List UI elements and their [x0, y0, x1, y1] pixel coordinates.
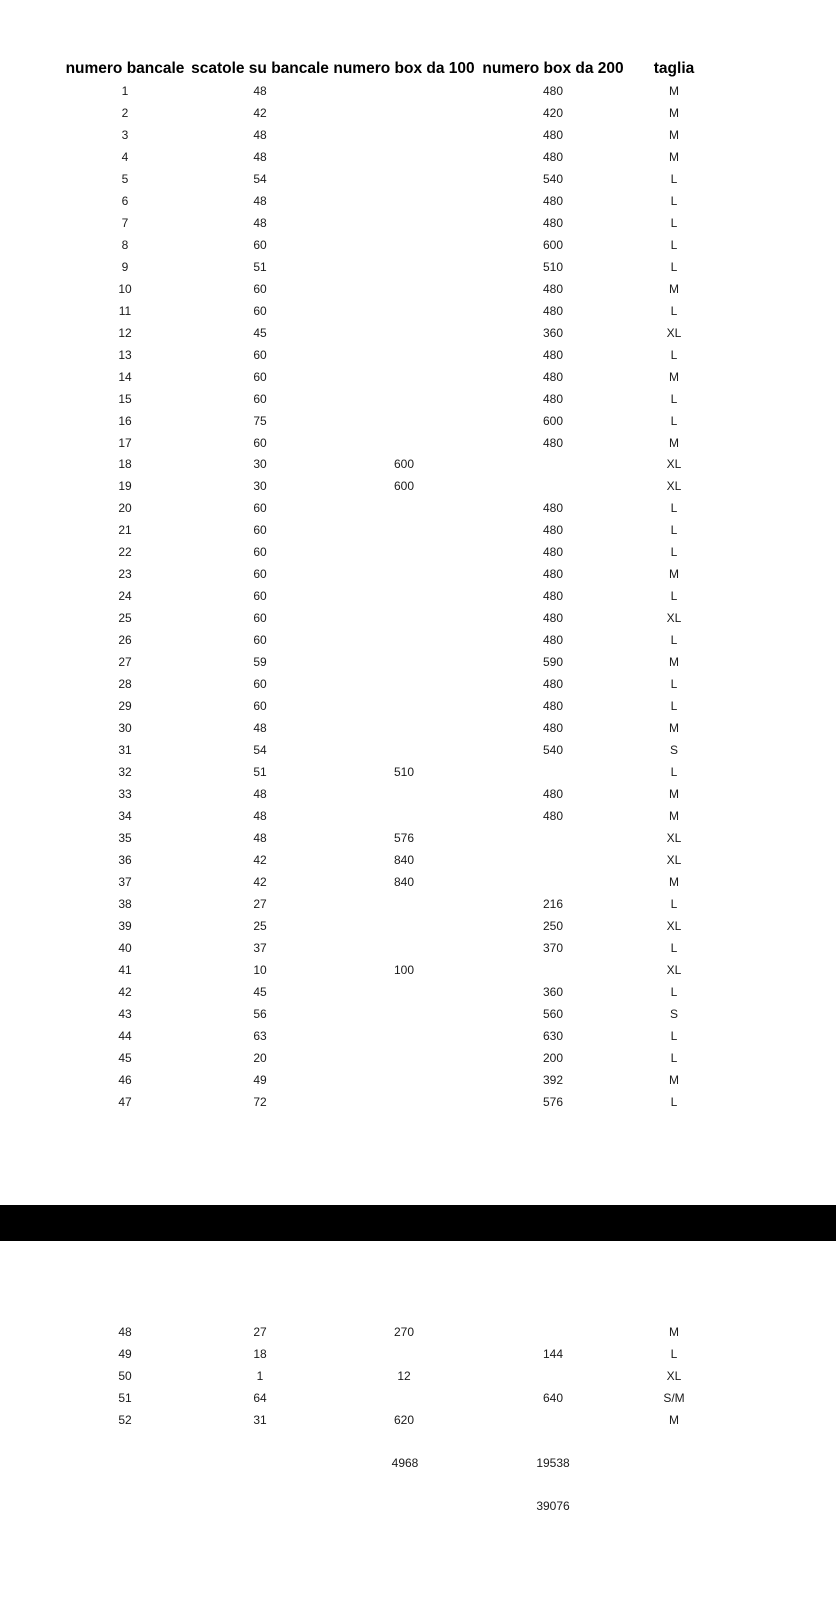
cell-taglia: L: [670, 413, 678, 428]
cell-taglia: M: [669, 84, 679, 98]
cell-numero-bancale: 41: [118, 962, 132, 977]
cell-numero-bancale: 36: [118, 852, 132, 867]
cell-taglia: L: [670, 589, 678, 604]
cell-scatole: 48: [253, 193, 267, 208]
cell-numero-bancale: 27: [118, 655, 132, 670]
cell-taglia: L: [670, 545, 678, 560]
cell-scatole: 1: [256, 1369, 264, 1383]
table-row: [0, 541, 836, 563]
table-row: [0, 102, 836, 124]
cell-taglia: M: [669, 105, 679, 120]
cell-numero-bancale: 10: [118, 281, 132, 296]
cell-taglia: S: [669, 1006, 679, 1021]
cell-scatole: 60: [253, 369, 267, 384]
cell-taglia: L: [670, 984, 678, 999]
cell-box-200: 576: [542, 1094, 564, 1109]
cell-taglia: L: [670, 1094, 678, 1109]
cell-box-200: 216: [542, 896, 564, 911]
cell-numero-bancale: 16: [118, 413, 132, 428]
cell-box-100: 100: [393, 962, 415, 977]
cell-taglia: M: [669, 567, 679, 582]
cell-box-200: 480: [542, 721, 564, 736]
cell-numero-bancale: 2: [121, 105, 129, 120]
cell-numero-bancale: 14: [118, 369, 132, 384]
cell-box-200: 480: [542, 633, 564, 648]
cell-scatole: 60: [253, 523, 267, 538]
cell-taglia: L: [670, 347, 678, 362]
cell-scatole: 31: [253, 1413, 267, 1427]
table-row: [0, 717, 836, 739]
cell-taglia: L: [670, 501, 678, 516]
table-row: [0, 1321, 836, 1343]
cell-scatole: 60: [253, 611, 267, 626]
header-scatole-su-bancale: scatole su bancale: [191, 60, 329, 77]
cell-numero-bancale: 18: [118, 457, 132, 472]
table-row: [0, 1069, 836, 1091]
cell-scatole: 48: [253, 84, 267, 98]
cell-box-200: 480: [542, 501, 564, 516]
cell-scatole: 42: [253, 852, 267, 867]
cell-numero-bancale: 30: [118, 721, 132, 736]
cell-taglia: M: [669, 787, 679, 802]
cell-numero-bancale: 17: [118, 435, 132, 450]
cell-taglia: S: [669, 743, 679, 758]
cell-numero-bancale: 22: [118, 545, 132, 560]
cell-scatole: 48: [253, 787, 267, 802]
cell-taglia: M: [669, 655, 679, 670]
table-header: [0, 58, 836, 80]
cell-box-200: 600: [542, 237, 564, 252]
cell-taglia: L: [670, 237, 678, 252]
table-row: [0, 497, 836, 519]
cell-scatole: 75: [253, 413, 267, 428]
cell-scatole: 60: [253, 677, 267, 692]
total-box-200: 19538: [536, 1456, 570, 1470]
cell-taglia: L: [670, 193, 678, 208]
cell-scatole: 60: [253, 633, 267, 648]
cell-box-200: 480: [542, 545, 564, 560]
cell-taglia: M: [669, 1325, 679, 1339]
cell-box-200: 510: [542, 259, 564, 274]
cell-numero-bancale: 24: [118, 589, 132, 604]
cell-box-200: 480: [542, 611, 564, 626]
cell-taglia: L: [670, 1028, 678, 1043]
cell-taglia: M: [669, 281, 679, 296]
cell-box-200: 480: [542, 699, 564, 714]
cell-numero-bancale: 50: [118, 1369, 132, 1383]
cell-scatole: 42: [253, 874, 267, 889]
cell-taglia: M: [669, 874, 679, 889]
cell-taglia: L: [670, 633, 678, 648]
cell-numero-bancale: 28: [118, 677, 132, 692]
cell-taglia: M: [669, 369, 679, 384]
cell-box-200: 144: [542, 1347, 564, 1361]
table-row: [0, 519, 836, 541]
redaction-band: [0, 1205, 836, 1241]
cell-numero-bancale: 43: [118, 1006, 132, 1021]
table-row: [0, 651, 836, 673]
cell-scatole: 60: [253, 501, 267, 516]
cell-box-200: 630: [542, 1028, 564, 1043]
cell-numero-bancale: 48: [118, 1325, 132, 1339]
cell-taglia: XL: [666, 1369, 682, 1383]
cell-numero-bancale: 47: [118, 1094, 132, 1109]
header-taglia: taglia: [653, 60, 695, 77]
cell-numero-bancale: 32: [118, 765, 132, 780]
cell-numero-bancale: 23: [118, 567, 132, 582]
cell-numero-bancale: 51: [118, 1391, 132, 1405]
cell-box-100: 840: [393, 874, 415, 889]
cell-scatole: 54: [253, 171, 267, 186]
cell-box-200: 480: [542, 127, 564, 142]
cell-numero-bancale: 12: [118, 325, 132, 340]
cell-taglia: L: [670, 896, 678, 911]
cell-scatole: 48: [253, 149, 267, 164]
cell-box-100: 510: [393, 765, 415, 780]
cell-scatole: 72: [253, 1094, 267, 1109]
cell-scatole: 63: [253, 1028, 267, 1043]
cell-numero-bancale: 3: [121, 127, 129, 142]
cell-numero-bancale: 4: [121, 149, 129, 164]
cell-scatole: 37: [253, 940, 267, 955]
table-row: [0, 453, 836, 475]
cell-box-200: 480: [542, 193, 564, 208]
cell-scatole: 30: [253, 457, 267, 472]
cell-numero-bancale: 44: [118, 1028, 132, 1043]
cell-numero-bancale: 40: [118, 940, 132, 955]
cell-taglia: L: [670, 1347, 678, 1361]
table-row: [0, 212, 836, 234]
cell-scatole: 49: [253, 1072, 267, 1087]
cell-numero-bancale: 5: [121, 171, 129, 186]
cell-scatole: 60: [253, 699, 267, 714]
cell-taglia: S/M: [663, 1391, 685, 1405]
cell-taglia: XL: [666, 457, 682, 472]
cell-numero-bancale: 39: [118, 918, 132, 933]
cell-taglia: XL: [666, 962, 682, 977]
cell-numero-bancale: 7: [121, 215, 129, 230]
table-row: [0, 1409, 836, 1431]
cell-scatole: 60: [253, 347, 267, 362]
table-row: [0, 871, 836, 893]
table-row: [0, 761, 836, 783]
cell-taglia: L: [670, 171, 678, 186]
cell-scatole: 60: [253, 567, 267, 582]
cell-numero-bancale: 49: [118, 1347, 132, 1361]
cell-numero-bancale: 26: [118, 633, 132, 648]
cell-taglia: XL: [666, 852, 682, 867]
table-row: [0, 827, 836, 849]
cell-box-200: 540: [542, 171, 564, 186]
cell-taglia: XL: [666, 611, 682, 626]
table-row: [0, 410, 836, 432]
cell-numero-bancale: 35: [118, 830, 132, 845]
cell-numero-bancale: 19: [118, 479, 132, 494]
cell-box-200: 480: [542, 303, 564, 318]
table-row: [0, 234, 836, 256]
cell-scatole: 60: [253, 237, 267, 252]
cell-taglia: XL: [666, 479, 682, 494]
cell-scatole: 42: [253, 105, 267, 120]
cell-scatole: 51: [253, 259, 267, 274]
header-numero-box-200: numero box da 200: [482, 60, 624, 77]
table-row: [0, 849, 836, 871]
cell-taglia: L: [670, 1050, 678, 1065]
cell-taglia: XL: [666, 918, 682, 933]
cell-numero-bancale: 38: [118, 896, 132, 911]
cell-taglia: L: [670, 391, 678, 406]
cell-scatole: 48: [253, 215, 267, 230]
cell-taglia: M: [669, 1072, 679, 1087]
cell-box-200: 480: [542, 215, 564, 230]
cell-scatole: 51: [253, 765, 267, 780]
table-row: [0, 146, 836, 168]
cell-scatole: 60: [253, 303, 267, 318]
table-row: [0, 937, 836, 959]
table-row: [0, 805, 836, 827]
table-row: [0, 190, 836, 212]
cell-numero-bancale: 33: [118, 787, 132, 802]
table-row: [0, 607, 836, 629]
cell-box-200: 480: [542, 567, 564, 582]
cell-scatole: 48: [253, 830, 267, 845]
cell-taglia: L: [670, 523, 678, 538]
cell-numero-bancale: 15: [118, 391, 132, 406]
cell-taglia: M: [669, 1413, 679, 1427]
cell-box-200: 480: [542, 347, 564, 362]
cell-taglia: L: [670, 699, 678, 714]
table-row: [0, 695, 836, 717]
cell-box-100: 270: [393, 1325, 415, 1339]
cell-taglia: M: [669, 721, 679, 736]
table-row: [0, 366, 836, 388]
table-row: [0, 1091, 836, 1113]
cell-numero-bancale: 42: [118, 984, 132, 999]
cell-box-200: 480: [542, 435, 564, 450]
cell-box-200: 540: [542, 743, 564, 758]
cell-taglia: L: [670, 765, 678, 780]
table-row: [0, 629, 836, 651]
cell-numero-bancale: 11: [118, 303, 132, 318]
table-row: [0, 1047, 836, 1069]
table-row: [0, 783, 836, 805]
cell-scatole: 48: [253, 127, 267, 142]
table-row: [0, 915, 836, 937]
cell-taglia: L: [670, 259, 678, 274]
cell-box-200: 360: [542, 325, 564, 340]
cell-box-200: 250: [542, 918, 564, 933]
cell-box-100: 620: [393, 1413, 415, 1427]
cell-scatole: 64: [253, 1391, 267, 1405]
cell-box-100: 600: [393, 457, 415, 472]
cell-numero-bancale: 13: [118, 347, 132, 362]
cell-box-200: 600: [542, 413, 564, 428]
table-row: [0, 80, 836, 102]
cell-box-200: 420: [542, 105, 564, 120]
table-row: [0, 739, 836, 761]
cell-numero-bancale: 34: [118, 809, 132, 823]
cell-box-100: 12: [397, 1369, 411, 1383]
cell-scatole: 60: [253, 391, 267, 406]
cell-box-200: 480: [542, 281, 564, 296]
table-row: [0, 673, 836, 695]
cell-box-200: 200: [542, 1050, 564, 1065]
cell-taglia: XL: [666, 830, 682, 845]
cell-scatole: 45: [253, 325, 267, 340]
cell-taglia: L: [670, 677, 678, 692]
table-row: [0, 1343, 836, 1365]
cell-box-200: 560: [542, 1006, 564, 1021]
cell-taglia: M: [669, 149, 679, 164]
cell-numero-bancale: 31: [118, 743, 132, 758]
cell-box-200: 480: [542, 787, 564, 802]
cell-scatole: 30: [253, 479, 267, 494]
cell-box-200: 392: [542, 1072, 564, 1087]
cell-scatole: 60: [253, 435, 267, 450]
cell-numero-bancale: 6: [121, 193, 129, 208]
table-row: [0, 256, 836, 278]
table-row: [0, 168, 836, 190]
table-row: [0, 981, 836, 1003]
cell-numero-bancale: 8: [121, 237, 129, 252]
cell-taglia: M: [669, 809, 679, 823]
table-row: [0, 1025, 836, 1047]
cell-scatole: 45: [253, 984, 267, 999]
cell-box-200: 370: [542, 940, 564, 955]
cell-box-100: 840: [393, 852, 415, 867]
table-row: [0, 344, 836, 366]
cell-taglia: M: [669, 127, 679, 142]
cell-scatole: 18: [253, 1347, 267, 1361]
table-row: [0, 585, 836, 607]
cell-numero-bancale: 45: [118, 1050, 132, 1065]
total-box-100: 4968: [391, 1456, 419, 1470]
cell-scatole: 56: [253, 1006, 267, 1021]
cell-box-200: 590: [542, 655, 564, 670]
cell-numero-bancale: 9: [121, 259, 129, 274]
table-row: [0, 959, 836, 981]
cell-scatole: 60: [253, 545, 267, 560]
cell-scatole: 48: [253, 721, 267, 736]
table-row: [0, 475, 836, 497]
cell-scatole: 20: [253, 1050, 267, 1065]
cell-box-100: 576: [393, 830, 415, 845]
cell-taglia: M: [669, 435, 679, 450]
cell-box-200: 480: [542, 677, 564, 692]
cell-box-200: 480: [542, 84, 564, 98]
cell-box-200: 480: [542, 589, 564, 604]
header-numero-box-100: numero box da 100: [333, 60, 475, 77]
cell-numero-bancale: 46: [118, 1072, 132, 1087]
table-row: [0, 1387, 836, 1409]
cell-box-200: 640: [542, 1391, 564, 1405]
table-row: [0, 278, 836, 300]
table-row: [0, 124, 836, 146]
table-row: [0, 563, 836, 585]
table-row: [0, 1003, 836, 1025]
cell-scatole: 27: [253, 1325, 267, 1339]
grand-total: 39076: [536, 1499, 570, 1513]
header-numero-bancale: numero bancale: [65, 60, 185, 77]
cell-scatole: 10: [253, 962, 267, 977]
cell-taglia: L: [670, 215, 678, 230]
table-row: [0, 893, 836, 915]
cell-numero-bancale: 21: [118, 523, 132, 538]
cell-scatole: 25: [253, 918, 267, 933]
cell-box-100: 600: [393, 479, 415, 494]
cell-box-200: 480: [542, 391, 564, 406]
table-row: [0, 388, 836, 410]
cell-numero-bancale: 29: [118, 699, 132, 714]
cell-taglia: L: [670, 303, 678, 318]
cell-box-200: 480: [542, 149, 564, 164]
cell-numero-bancale: 1: [121, 84, 129, 98]
cell-scatole: 48: [253, 809, 267, 823]
cell-scatole: 27: [253, 896, 267, 911]
cell-numero-bancale: 52: [118, 1413, 132, 1427]
cell-box-200: 480: [542, 809, 564, 823]
cell-box-200: 480: [542, 369, 564, 384]
table-row: [0, 432, 836, 454]
cell-scatole: 60: [253, 589, 267, 604]
cell-scatole: 59: [253, 655, 267, 670]
table-row: [0, 322, 836, 344]
cell-numero-bancale: 25: [118, 611, 132, 626]
cell-numero-bancale: 20: [118, 501, 132, 516]
cell-taglia: XL: [666, 325, 682, 340]
cell-scatole: 54: [253, 743, 267, 758]
cell-taglia: L: [670, 940, 678, 955]
cell-scatole: 60: [253, 281, 267, 296]
cell-box-200: 360: [542, 984, 564, 999]
table-row: [0, 300, 836, 322]
cell-box-200: 480: [542, 523, 564, 538]
table-row: [0, 1365, 836, 1387]
cell-numero-bancale: 37: [118, 874, 132, 889]
